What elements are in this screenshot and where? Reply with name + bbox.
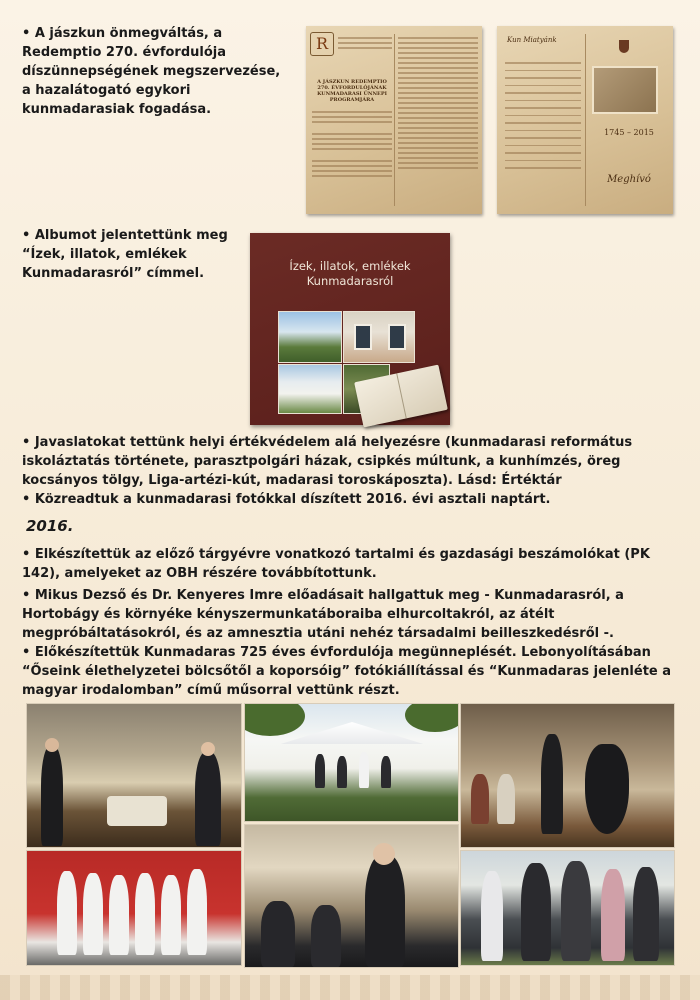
- program-card-title: A JÁSZKUN REDEMPTIO 270. ÉVFORDULÓJÁNAK KUNMADARASI ÜNNEPI PROGRAMJÁRA: [317, 79, 387, 103]
- invitation-years: 1745 – 2015: [604, 128, 654, 137]
- photo-speaker: [244, 824, 459, 968]
- photo-folk-dance: [460, 703, 675, 848]
- bullet-evfordulo: • Előkészítettük Kunmadaras 725 éves évfordulója megünneplését. Lebonyolításában “Őseink élethelyzetei bölcsőtől a koporsóig” fotókiállítással és “Kunmadaras jelenléte a magyar irodalomban” című műsorral vettünk részt.: [22, 643, 674, 700]
- photo-choir: [26, 850, 242, 966]
- book-cover-image: [250, 233, 450, 425]
- bullet-naptar: • Közreadtuk a kunmadarasi fotókkal díszített 2016. évi asztali naptárt.: [22, 490, 674, 509]
- program-card-image: [306, 26, 482, 214]
- invitation-prayer-text: [505, 56, 581, 175]
- monogram: R: [310, 32, 334, 56]
- photo-violinist: [26, 703, 242, 848]
- book-photo-garden: [278, 311, 342, 363]
- program-card-left: [312, 34, 392, 180]
- crest-icon: [619, 40, 629, 53]
- book-photo-windows: [343, 311, 415, 363]
- book-title: [250, 259, 450, 289]
- card-fold: [585, 34, 586, 206]
- bullet-eloadas: • Mikus Dezső és Dr. Kenyeres Imre előadásait hallgattuk meg - Kunmadarasról, a Hortobágy és környéke kényszermunkatáboraiba elhurcoltakról, az átélt megpróbáltatásokról, és az amnesztia utáni nehéz társadalmi beilleszkedésről -.: [22, 586, 674, 643]
- bullet-album: • Albumot jelentettünk meg “Ízek, illatok, emlékek Kunmadarasról” címmel.: [22, 226, 242, 283]
- photo-crowd-ceremony: [460, 850, 675, 966]
- bullet-javaslat: • Javaslatokat tettünk helyi értékvédelem alá helyezésre (kunmadarasi református iskoláztatás története, parasztpolgári házak, csipkés múltunk, a kunhímzés, öreg kocsányos tölgy, Liga-artézi-kút, madarasi toroskáposzta). Lásd: Értéktár: [22, 433, 674, 490]
- book-title-line-2: Kunmadarasról: [306, 274, 394, 288]
- invitation-card-title: Kun Miatyánk: [507, 36, 557, 44]
- invitation-label: Meghívó: [607, 174, 651, 185]
- program-card-right: [398, 34, 478, 172]
- document-photo: [592, 66, 658, 114]
- book-title-line-1: Ízek, illatok, emlékek: [289, 259, 411, 273]
- bullet-redemptio: • A jászkun önmegváltás, a Redemptio 270. évfordulója díszünnepségének megszervezése, a hazalátogató egykori kunmadarasiak fogadása.: [22, 24, 292, 119]
- photo-tent-band: [244, 703, 459, 822]
- bullet-beszamolo: • Elkészítettük az előző tárgyévre vonatkozó tartalmi és gazdasági beszámolókat (PK 142), amelyeket az OBH részére továbbítottunk.: [22, 545, 674, 583]
- invitation-card-image: [497, 26, 673, 214]
- book-photo-house: [278, 364, 342, 414]
- decorative-border: [0, 975, 700, 1000]
- year-heading: 2016.: [26, 517, 74, 535]
- card-fold: [394, 34, 395, 206]
